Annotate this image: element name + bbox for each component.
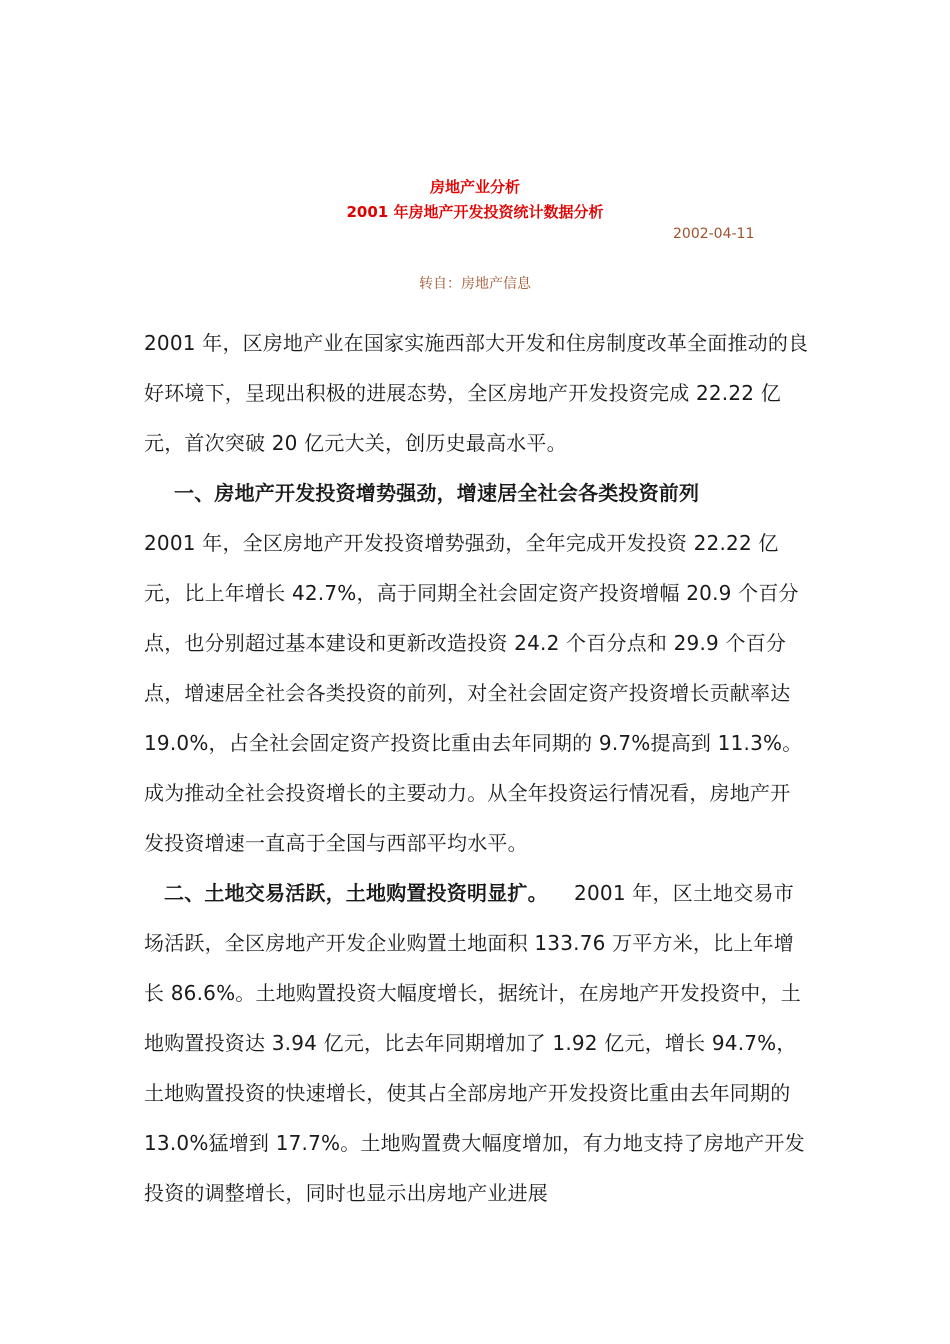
section2-text: 2001 年，区土地交易市场活跃，全区房地产开发企业购置土地面积 133.76 万平方米，比上年增长 86.6%。土地购置投资大幅度增长，据统计，在房地产开发投资中，土地购置投资达 3.94 亿元，比去年同期增加了 1.92 亿元，增长 94.7%，土地购置投资的快速增长，使其占全部房地产开发投资比重由去年同期的 13.0%猛增到 17.7%。土地购置费大幅度增加，有力地支持了房地产开发投资的调整增长，同时也显示出房地产业进展 — [144, 881, 805, 1205]
section1-heading-text: 一、房地产开发投资增势强劲，增速居全社会各类投资前列 — [174, 481, 700, 505]
section1-heading — [144, 468, 809, 518]
section2-paragraph — [144, 868, 809, 1218]
section2-heading: 二、土地交易活跃，土地购置投资明显扩。 — [164, 881, 548, 905]
body-sections — [144, 468, 809, 1218]
document-title: 房地产业分析 — [429, 178, 520, 196]
publish-date: 2002-04-11 — [673, 226, 755, 242]
intro-paragraph: 2001 年，区房地产业在国家实施西部大开发和住房制度改革全面推动的良好环境下，呈现出积极的进展态势，全区房地产开发投资完成 22.22 亿元，首次突破 20 亿元大关，创历史最高水平。 — [144, 331, 809, 455]
section1-paragraph: 2001 年，全区房地产开发投资增势强劲，全年完成开发投资 22.22 亿元，比上年增长 42.7%，高于同期全社会固定资产投资增幅 20.9 个百分点，也分别超过基本建设和更新改造投资 24.2 个百分点和 29.9 个百分点，增速居全社会各类投资的前列，对全社会固定资产投资增长贡献率达 19.0%，占全社会固定资产投资比重由去年同期的 9.7%提高到 11.3%。成为推动全社会投资增长的主要动力。从全年投资运行情况看，房地产开发投资增速一直高于全国与西部平均水平。 — [144, 531, 803, 855]
source-line: 转自：房地产信息 — [419, 276, 531, 292]
document-subtitle: 2001 年房地产开发投资统计数据分析 — [346, 203, 604, 221]
